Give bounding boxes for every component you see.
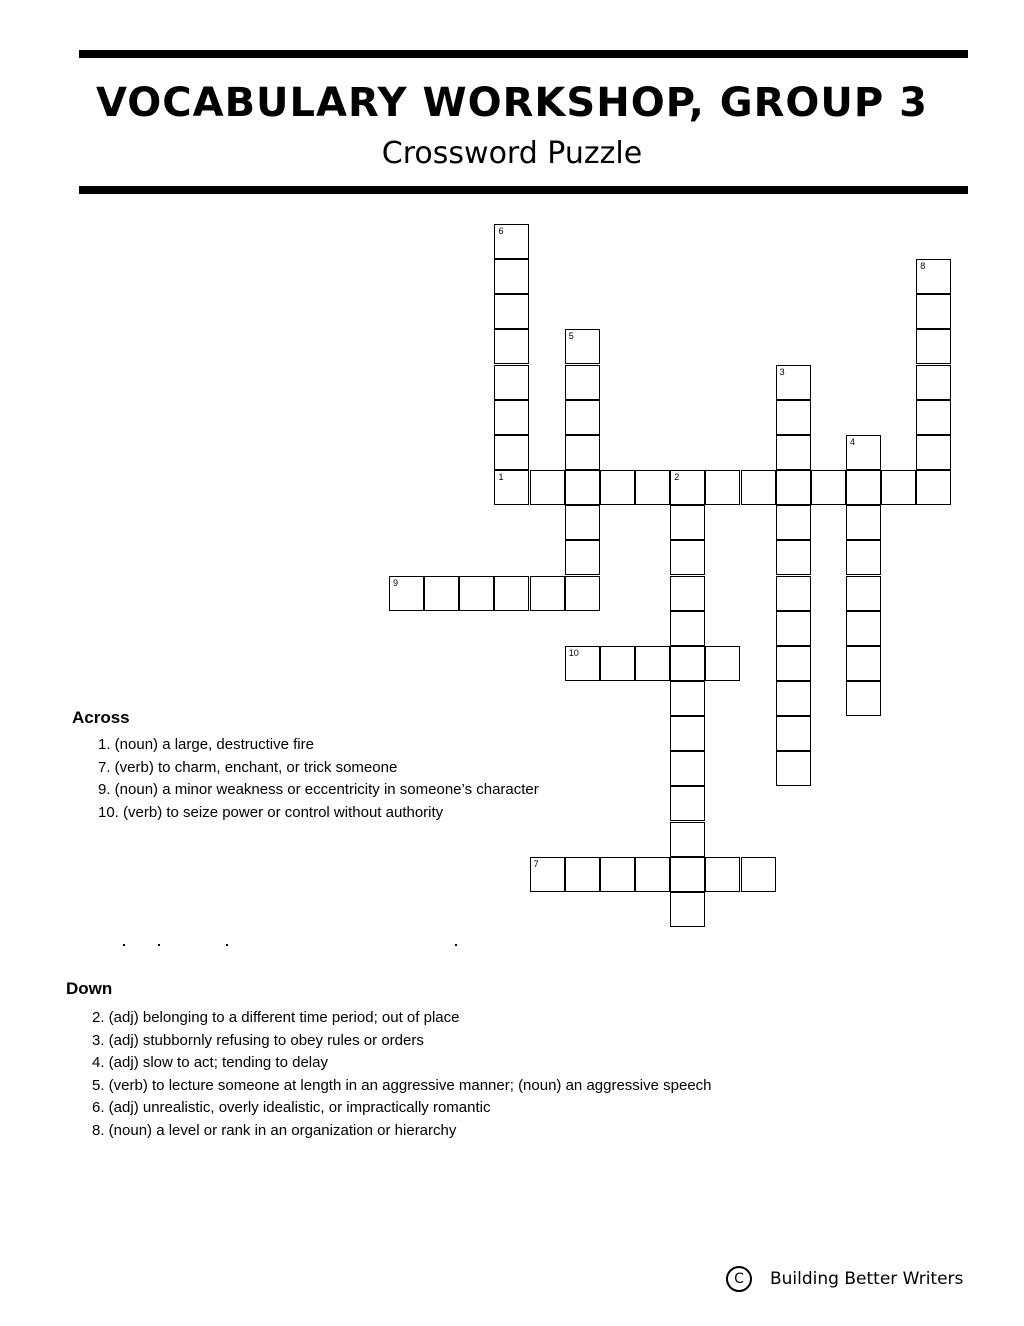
- crossword-cell[interactable]: [670, 892, 705, 927]
- crossword-cell[interactable]: [811, 470, 846, 505]
- crossword-cell[interactable]: [916, 294, 951, 329]
- crossword-cell[interactable]: [565, 470, 600, 505]
- crossword-cell[interactable]: [530, 576, 565, 611]
- crossword-cell[interactable]: [776, 716, 811, 751]
- across-clue: 9. (noun) a minor weakness or eccentricity in someone’s character: [98, 781, 539, 798]
- page-title: VOCABULARY WORKSHOP, GROUP 3: [96, 80, 928, 126]
- crossword-cell[interactable]: [494, 576, 529, 611]
- crossword-cell[interactable]: [565, 857, 600, 892]
- crossword-cell[interactable]: [494, 400, 529, 435]
- across-clue: 1. (noun) a large, destructive fire: [98, 736, 314, 753]
- down-clue: 4. (adj) slow to act; tending to delay: [92, 1054, 328, 1071]
- crossword-cell[interactable]: [776, 611, 811, 646]
- crossword-cell[interactable]: [776, 576, 811, 611]
- crossword-cell[interactable]: [916, 400, 951, 435]
- down-clue: 2. (adj) belonging to a different time period; out of place: [92, 1009, 460, 1026]
- crossword-cell[interactable]: [776, 540, 811, 575]
- crossword-cell[interactable]: [565, 576, 600, 611]
- crossword-cell[interactable]: [846, 646, 881, 681]
- crossword-cell[interactable]: [670, 716, 705, 751]
- crossword-cell[interactable]: [916, 259, 951, 294]
- crossword-cell[interactable]: [705, 857, 740, 892]
- crossword-cell[interactable]: [776, 400, 811, 435]
- credit-text: Building Better Writers: [770, 1269, 964, 1289]
- crossword-cell[interactable]: [494, 329, 529, 364]
- crossword-cell[interactable]: [916, 365, 951, 400]
- down-clue: 6. (adj) unrealistic, overly idealistic, or impractically romantic: [92, 1099, 491, 1116]
- crossword-cell[interactable]: [565, 646, 600, 681]
- crossword-cell[interactable]: [389, 576, 424, 611]
- crossword-cell[interactable]: [494, 470, 529, 505]
- down-clue: 5. (verb) to lecture someone at length in an aggressive manner; (noun) an aggressive speech: [92, 1076, 712, 1094]
- stray-mark: [158, 944, 160, 946]
- clue-number: 10: [568, 647, 579, 658]
- clue-number: 3: [779, 366, 785, 377]
- down-clue: 3. (adj) stubbornly refusing to obey rules or orders: [92, 1031, 424, 1049]
- clue-number: 6: [498, 226, 504, 236]
- across-clue: 10. (verb) to seize power or control without authority: [98, 803, 444, 821]
- crossword-cell[interactable]: [846, 435, 881, 470]
- crossword-cell[interactable]: [459, 576, 494, 611]
- crossword-cell[interactable]: [670, 505, 705, 540]
- crossword-cell[interactable]: [530, 857, 565, 892]
- crossword-cell[interactable]: [494, 365, 529, 400]
- stray-mark: [455, 944, 457, 946]
- crossword-cell[interactable]: [565, 540, 600, 575]
- crossword-cell[interactable]: [776, 751, 811, 786]
- header-rule-top: [79, 50, 968, 58]
- crossword-cell[interactable]: [776, 365, 811, 400]
- crossword-cell[interactable]: [846, 576, 881, 611]
- crossword-cell[interactable]: [846, 540, 881, 575]
- crossword-cell[interactable]: [670, 540, 705, 575]
- crossword-cell[interactable]: [670, 646, 705, 681]
- stray-mark: [123, 944, 125, 946]
- crossword-cell[interactable]: [670, 786, 705, 821]
- crossword-cell[interactable]: [881, 470, 916, 505]
- crossword-cell[interactable]: [494, 294, 529, 329]
- crossword-cell[interactable]: [776, 470, 811, 505]
- crossword-cell[interactable]: [494, 224, 529, 259]
- down-clue: 8. (noun) a level or rank in an organization or hierarchy: [92, 1121, 457, 1139]
- crossword-cell[interactable]: [565, 329, 600, 364]
- crossword-cell[interactable]: [705, 470, 740, 505]
- crossword-cell[interactable]: [530, 470, 565, 505]
- crossword-cell[interactable]: [565, 435, 600, 470]
- crossword-cell[interactable]: [565, 505, 600, 540]
- clue-number: 4: [849, 436, 855, 447]
- clue-number: 1: [498, 472, 504, 483]
- crossword-cell[interactable]: [670, 681, 705, 716]
- across-clue-list: [98, 734, 539, 824]
- crossword-cell[interactable]: [916, 435, 951, 470]
- crossword-cell[interactable]: [670, 611, 705, 646]
- crossword-cell[interactable]: [670, 822, 705, 857]
- crossword-cell[interactable]: [670, 751, 705, 786]
- clue-number: 9: [393, 577, 399, 588]
- crossword-cell[interactable]: [565, 365, 600, 400]
- crossword-cell[interactable]: [741, 857, 776, 892]
- crossword-cell[interactable]: [635, 857, 670, 892]
- crossword-cell[interactable]: [494, 259, 529, 294]
- crossword-cell[interactable]: [600, 857, 635, 892]
- crossword-cell[interactable]: [424, 576, 459, 611]
- crossword-cell[interactable]: [846, 611, 881, 646]
- crossword-cell[interactable]: [635, 470, 670, 505]
- crossword-cell[interactable]: [600, 646, 635, 681]
- down-heading: Down: [66, 979, 113, 998]
- crossword-cell[interactable]: [670, 576, 705, 611]
- crossword-cell[interactable]: [741, 470, 776, 505]
- crossword-cell[interactable]: [776, 435, 811, 470]
- crossword-cell[interactable]: [705, 646, 740, 681]
- crossword-cell[interactable]: [635, 646, 670, 681]
- header-rule-bottom: [79, 186, 968, 194]
- crossword-cell[interactable]: [846, 681, 881, 716]
- crossword-cell[interactable]: [776, 646, 811, 681]
- crossword-cell[interactable]: [846, 505, 881, 540]
- crossword-cell[interactable]: [916, 329, 951, 364]
- crossword-cell[interactable]: [670, 857, 705, 892]
- clue-number: 5: [568, 331, 574, 342]
- across-heading: Across: [72, 708, 130, 727]
- copyright-icon: C: [726, 1266, 752, 1292]
- clue-number: 2: [674, 472, 680, 483]
- crossword-cell[interactable]: [846, 470, 881, 505]
- crossword-cell[interactable]: [916, 470, 951, 505]
- page-subtitle: Crossword Puzzle: [381, 136, 643, 171]
- down-clue-list: [92, 1007, 712, 1142]
- crossword-cell[interactable]: [600, 470, 635, 505]
- crossword-cell[interactable]: [776, 505, 811, 540]
- clue-number: 7: [533, 858, 539, 869]
- crossword-cell[interactable]: [494, 435, 529, 470]
- crossword-cell[interactable]: [776, 681, 811, 716]
- crossword-cell[interactable]: [670, 470, 705, 505]
- footer-credit: [726, 1262, 963, 1296]
- crossword-cell[interactable]: [565, 400, 600, 435]
- stray-mark: [226, 944, 228, 946]
- across-clue: 7. (verb) to charm, enchant, or trick someone: [98, 758, 398, 776]
- clue-number: 8: [920, 261, 926, 272]
